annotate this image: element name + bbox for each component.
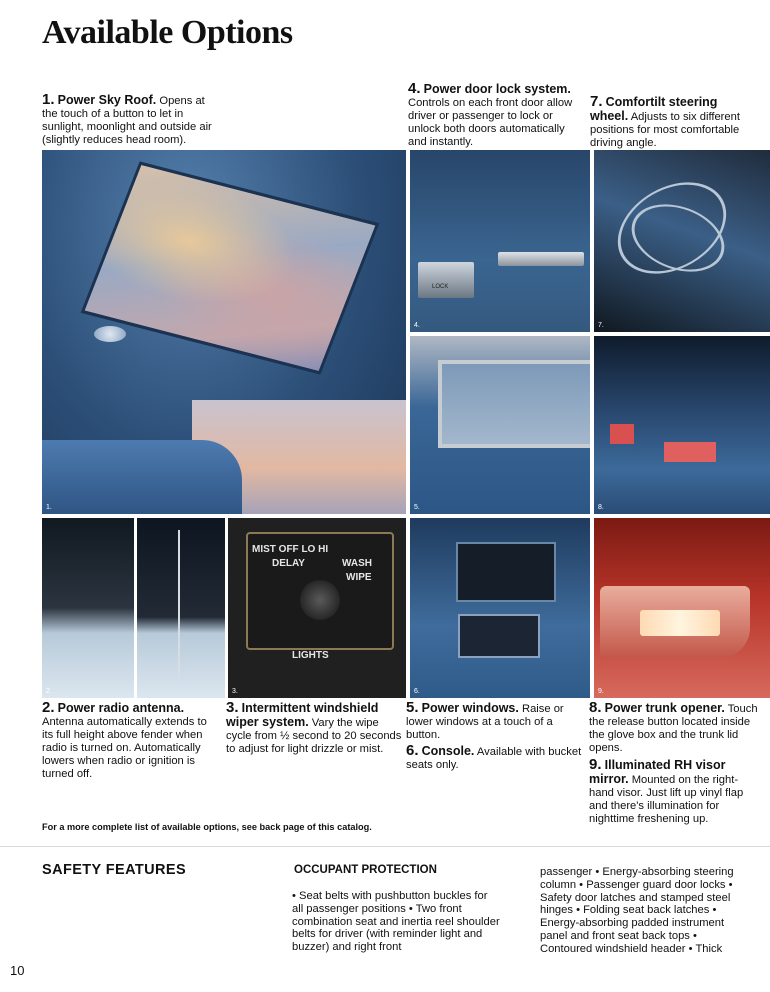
wiper-control-panel <box>246 532 394 650</box>
photo-number: 7. <box>598 322 604 329</box>
wiper-label-delay: DELAY <box>272 558 305 569</box>
photo-power-windows <box>410 336 590 514</box>
option-caption-8 <box>589 701 764 755</box>
photo-number: 3. <box>232 688 238 695</box>
occupant-protection-heading: OCCUPANT PROTECTION <box>294 864 437 876</box>
option-caption-7 <box>590 95 755 150</box>
safety-column-1: • Seat belts with pushbutton buckles for all passenger positions • Two front combination seat and inertia reel shoulder belts for driver (with reminder light and buzzer) and right front <box>292 890 500 954</box>
antenna-mast <box>178 530 180 680</box>
dome-lamp <box>94 326 126 342</box>
photo-antenna-retracted <box>42 518 134 698</box>
tail-lamp-left <box>610 424 634 444</box>
photo-number: 5. <box>414 504 420 511</box>
option-number: 1. <box>42 91 55 108</box>
option-caption-2 <box>42 701 217 781</box>
option-heading: Power Sky Roof. <box>57 93 157 107</box>
door-window <box>438 360 590 448</box>
photo-antenna-extended <box>137 518 225 698</box>
option-body: Mounted on the right-hand visor. Just lift up vinyl flap and there's illumination for nighttime freshening up. <box>589 774 744 825</box>
option-body: Antenna automatically extends to its full height above fender when radio is turned on. Automatically lowers when radio or ignition is turned off. <box>42 716 207 780</box>
option-number: 5. <box>406 699 419 716</box>
photo-number: 2. <box>46 688 52 695</box>
option-heading: Console. <box>421 744 475 758</box>
option-heading: Intermittent windshield wiper system. <box>226 701 379 729</box>
photo-number: 1. <box>46 504 52 511</box>
wiper-label-wash: WASH <box>342 558 372 569</box>
console-shifter <box>458 614 540 658</box>
wiper-label-top: MIST OFF LO HI <box>252 544 329 555</box>
lights-label: LIGHTS <box>292 650 329 661</box>
option-heading: Power radio antenna. <box>57 701 185 715</box>
option-body: Available with bucket seats only. <box>406 746 582 771</box>
option-body: Controls on each front door allow driver or passenger to lock or unlock both doors automatically and instantly. <box>408 97 573 148</box>
safety-column-2: passenger • Energy-absorbing steering column • Passenger guard door locks • Safety door latches and stamped steel hinges • Folding seat back latches • Energy-absorbing padded instrument panel and front seat back tops • Contoured windshield header • Thick <box>540 866 734 955</box>
option-number: 8. <box>589 699 602 716</box>
option-heading: Power windows. <box>421 701 519 715</box>
option-number: 3. <box>226 699 239 716</box>
tail-lamp-right <box>664 442 716 462</box>
section-divider <box>0 846 770 847</box>
option-heading: Comfortilt steering wheel. <box>590 95 718 123</box>
option-caption-3 <box>226 701 402 756</box>
option-number: 2. <box>42 699 55 716</box>
catalog-note: For a more complete list of available options, see back page of this catalog. <box>42 822 372 832</box>
option-heading: Power door lock system. <box>423 82 571 96</box>
option-body: Raise or lower windows at a touch of a button. <box>406 703 564 741</box>
option-body: Adjusts to six different positions for most comfortable driving angle. <box>590 111 740 149</box>
option-body: Vary the wipe cycle from ½ second to 20 seconds to adjust for light drizzle or mist. <box>226 717 402 755</box>
wiper-knob <box>300 580 340 620</box>
option-caption-5 <box>406 701 582 742</box>
photo-steering-wheel <box>594 150 770 332</box>
photo-number: 4. <box>414 322 420 329</box>
rear-seat <box>42 440 242 514</box>
photo-trunk-opener <box>594 336 770 514</box>
option-caption-1 <box>42 93 217 147</box>
photo-sky-roof <box>42 150 406 514</box>
photo-visor-mirror <box>594 518 770 698</box>
lock-switch <box>418 262 474 298</box>
lighted-mirror <box>640 610 720 636</box>
option-caption-4 <box>408 82 583 149</box>
option-caption-9 <box>589 758 761 826</box>
photo-number: 6. <box>414 688 420 695</box>
lock-label: LOCK <box>432 284 449 290</box>
photo-door-lock <box>410 150 590 332</box>
option-heading: Power trunk opener. <box>604 701 725 715</box>
option-number: 7. <box>590 93 603 110</box>
page-title: Available Options <box>42 14 293 51</box>
option-heading: Illuminated RH visor mirror. <box>589 758 726 786</box>
option-caption-6 <box>406 744 582 772</box>
option-number: 9. <box>589 756 602 773</box>
wiper-label-wipe: WIPE <box>346 572 372 583</box>
console-radio <box>456 542 556 602</box>
option-body: Opens at the touch of a button to let in sunlight, moonlight and outside air (slightly reduces head room). <box>42 95 212 146</box>
option-number: 4. <box>408 80 421 97</box>
photo-wiper-control <box>228 518 406 698</box>
safety-heading: SAFETY FEATURES <box>42 862 187 878</box>
photo-number: 8. <box>598 504 604 511</box>
page-number: 10 <box>10 963 25 978</box>
photo-number: 9. <box>598 688 604 695</box>
option-number: 6. <box>406 742 419 759</box>
door-handle <box>498 252 584 266</box>
photo-console <box>410 518 590 698</box>
option-body: Touch the release button located inside the glove box and the trunk lid opens. <box>589 703 758 754</box>
